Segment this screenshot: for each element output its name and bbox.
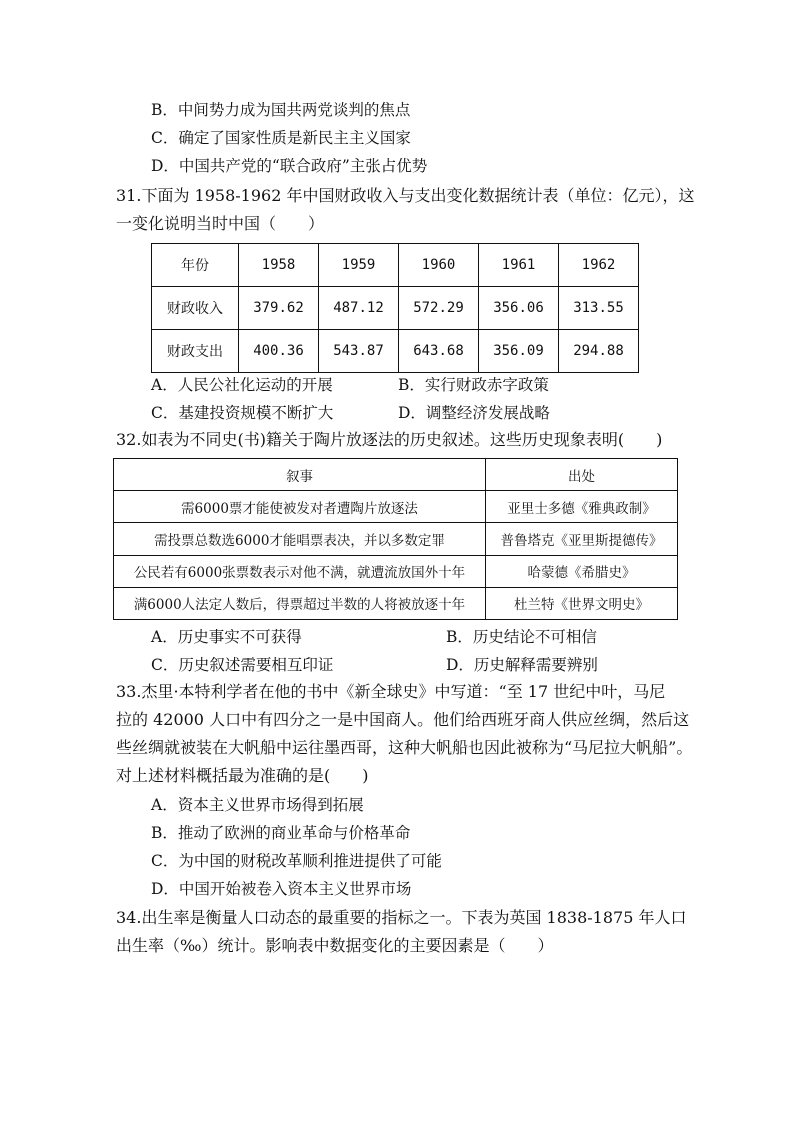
table-row — [152, 287, 639, 330]
table-cell: 公民若有6000张票数表示对他不满，就遭流放国外十年 — [114, 555, 486, 587]
table-header-cell: 1960 — [399, 244, 479, 287]
table-cell: 400.36 — [239, 330, 319, 373]
q33-stem-line-3: 些丝绸就被装在大帆船中运往墨西哥，这种大帆船也因此被称为“马尼拉大帆船”。 — [116, 738, 693, 757]
q30-option-b: B．中间势力成为国共两党谈判的焦点 — [151, 101, 411, 119]
q31-finance-table — [151, 243, 639, 373]
q32-stem: 32.如表为不同史(书)籍关于陶片放逐法的历史叙述。这些历史现象表明( ) — [116, 430, 663, 449]
q31-option-b: B．实行财政赤字政策 — [398, 376, 549, 394]
table-row — [114, 587, 678, 619]
q34-stem-line-1: 34.出生率是衡量人口动态的最重要的指标之一。下表为英国 1838-1875 年人口 — [116, 908, 687, 927]
q33-option-b: B．推动了欧洲的商业革命与价格革命 — [151, 824, 411, 842]
q33-option-c: C．为中国的财税改革顺利推进提供了可能 — [151, 852, 442, 870]
table-cell: 356.09 — [479, 330, 559, 373]
table-cell: 294.88 — [559, 330, 639, 373]
table-row — [114, 555, 678, 587]
q31-stem-line-2: 一变化说明当时中国（ ） — [116, 214, 325, 233]
table-cell: 313.55 — [559, 287, 639, 330]
table-cell: 379.62 — [239, 287, 319, 330]
q31-stem-line-1: 31.下面为 1958-1962 年中国财政收入与支出变化数据统计表（单位：亿元），这 — [116, 186, 695, 205]
table-row — [114, 459, 678, 491]
q31-option-c: C．基建投资规模不断扩大 — [151, 404, 334, 422]
table-row — [152, 244, 639, 287]
table-header-cell: 1962 — [559, 244, 639, 287]
table-header-cell: 叙事 — [114, 459, 486, 491]
table-cell: 需6000票才能使被发对者遭陶片放逐法 — [114, 491, 486, 523]
table-header-cell: 1958 — [239, 244, 319, 287]
table-cell: 满6000人法定人数后，得票超过半数的人将被放逐十年 — [114, 587, 486, 619]
q33-stem-line-2: 拉的 42000 人口中有四分之一是中国商人。他们给西班牙商人供应丝绸，然后这 — [116, 710, 690, 729]
q30-option-d: D．中国共产党的“联合政府”主张占优势 — [151, 157, 428, 175]
table-header-cell: 1961 — [479, 244, 559, 287]
q33-option-d: D．中国开始被卷入资本主义世界市场 — [151, 880, 412, 898]
table-cell: 哈蒙德《希腊史》 — [486, 555, 678, 587]
q31-option-d: D．调整经济发展战略 — [398, 404, 550, 422]
table-cell: 财政支出 — [152, 330, 239, 373]
q30-option-c: C．确定了国家性质是新民主主义国家 — [151, 129, 411, 147]
table-row — [114, 491, 678, 523]
q34-stem-line-2: 出生率（‰）统计。影响表中数据变化的主要因素是（ ） — [116, 936, 554, 955]
table-header-cell: 出处 — [486, 459, 678, 491]
table-cell: 杜兰特《世界文明史》 — [486, 587, 678, 619]
table-cell: 财政收入 — [152, 287, 239, 330]
q32-ostracism-table — [113, 458, 678, 620]
table-cell: 亚里士多德《雅典政制》 — [486, 491, 678, 523]
q33-stem-line-1: 33.杰里·本特利学者在他的书中《新全球史》中写道：“至 17 世纪中叶，马尼 — [116, 682, 666, 701]
q32-option-a: A．历史事实不可获得 — [151, 628, 302, 646]
table-header-cell: 年份 — [152, 244, 239, 287]
q33-stem-line-4: 对上述材料概括最为准确的是( ) — [116, 766, 369, 785]
table-cell: 543.87 — [319, 330, 399, 373]
q32-option-b: B．历史结论不可相信 — [446, 628, 597, 646]
table-row — [114, 523, 678, 555]
table-cell: 572.29 — [399, 287, 479, 330]
q32-option-c: C．历史叙述需要相互印证 — [151, 656, 334, 674]
table-cell: 需投票总数选6000才能唱票表决，并以多数定罪 — [114, 523, 486, 555]
table-row — [152, 330, 639, 373]
q31-option-a: A．人民公社化运动的开展 — [151, 376, 333, 394]
q32-option-d: D．历史解释需要辨别 — [446, 656, 598, 674]
table-header-cell: 1959 — [319, 244, 399, 287]
table-cell: 356.06 — [479, 287, 559, 330]
table-cell: 487.12 — [319, 287, 399, 330]
q33-option-a: A．资本主义世界市场得到拓展 — [151, 796, 364, 814]
table-cell: 643.68 — [399, 330, 479, 373]
table-cell: 普鲁塔克《亚里斯提德传》 — [486, 523, 678, 555]
